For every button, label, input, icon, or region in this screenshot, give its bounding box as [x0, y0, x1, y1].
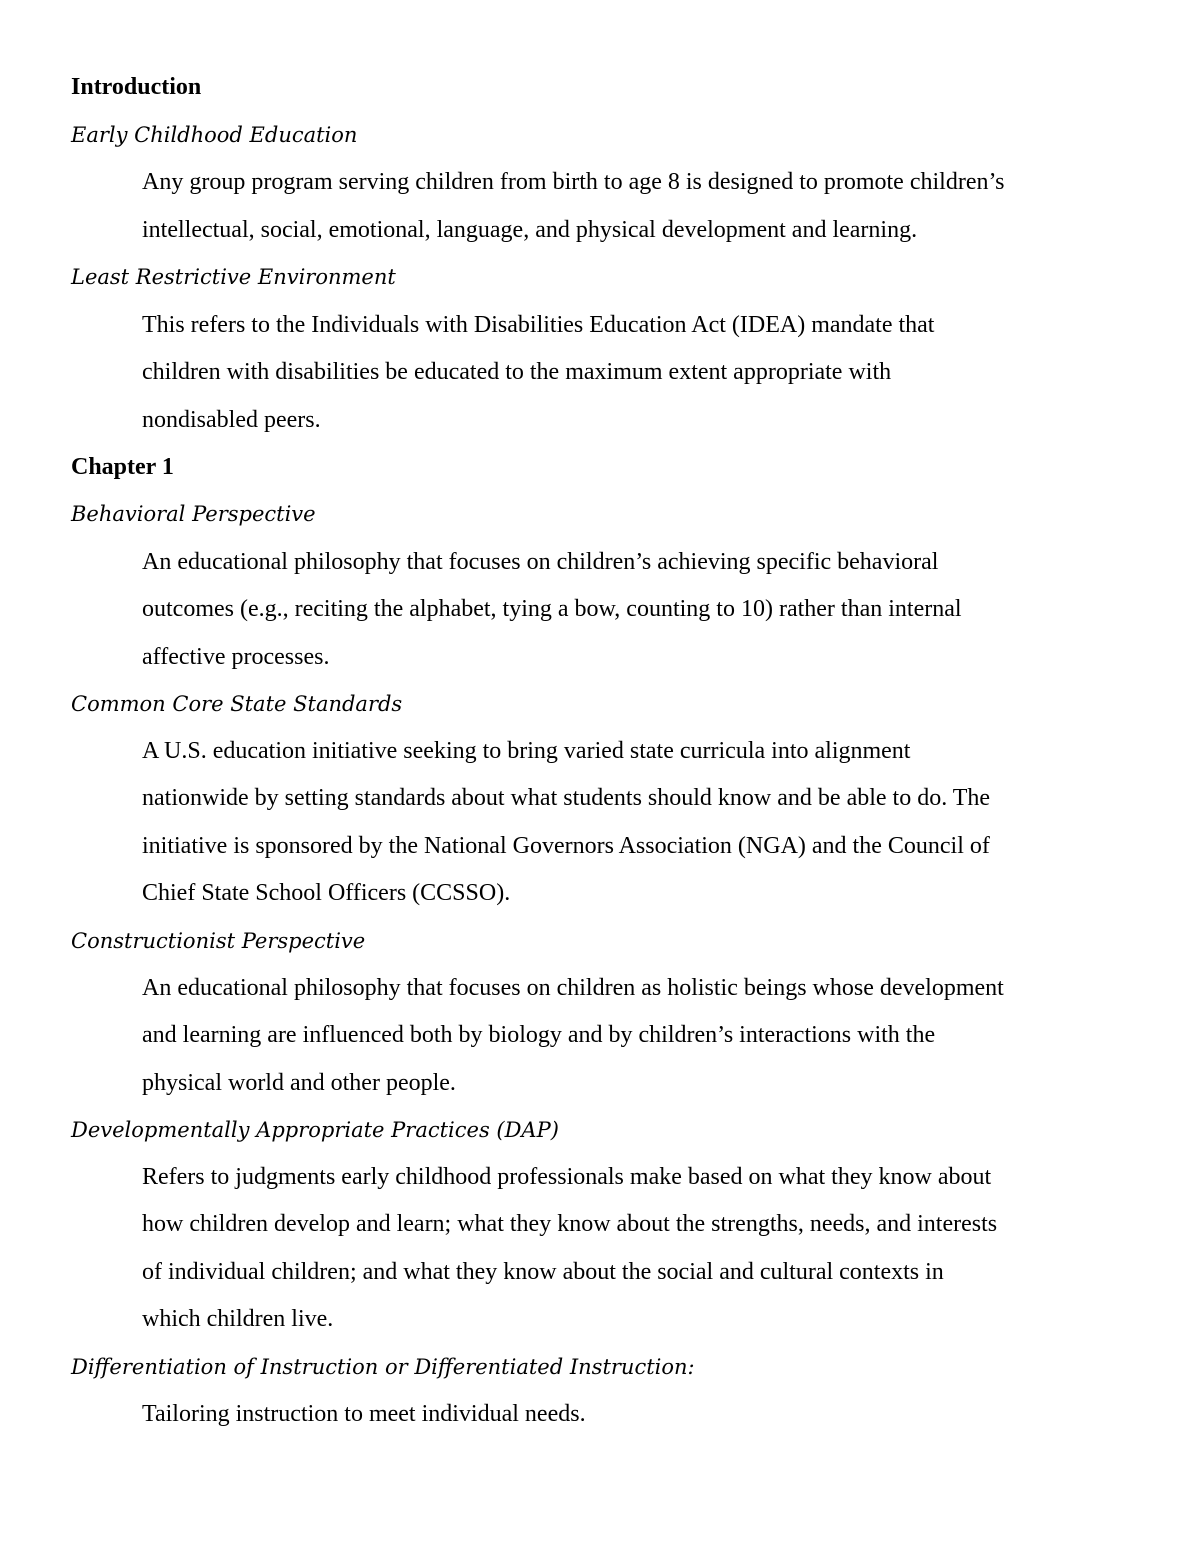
- definition-line: which children live.: [142, 1306, 334, 1332]
- definition-line: nationwide by setting standards about what students should know and be able to do. The: [142, 785, 991, 811]
- definition-line: Refers to judgments early childhood professionals make based on what they know about: [142, 1164, 992, 1190]
- term-common-core-state-standards: Common Core State Standards: [71, 692, 403, 716]
- definition-line: affective processes.: [142, 644, 330, 670]
- term-early-childhood-education: Early Childhood Education: [71, 123, 358, 147]
- definition-line: This refers to the Individuals with Disabilities Education Act (IDEA) mandate that: [142, 312, 935, 338]
- definition-line: initiative is sponsored by the National Governors Association (NGA) and the Council of: [142, 833, 990, 859]
- definition-line: intellectual, social, emotional, language, and physical development and learning.: [142, 217, 918, 243]
- definition-line: An educational philosophy that focuses on children as holistic beings whose development: [142, 975, 1004, 1001]
- term-behavioral-perspective: Behavioral Perspective: [71, 502, 316, 526]
- definition-line: nondisabled peers.: [142, 407, 321, 433]
- definition-line: and learning are influenced both by biology and by children’s interactions with the: [142, 1022, 936, 1048]
- term-least-restrictive-environment: Least Restrictive Environment: [71, 265, 396, 289]
- definition-line: An educational philosophy that focuses on children’s achieving specific behavioral: [142, 549, 939, 575]
- definition-line: Tailoring instruction to meet individual needs.: [142, 1401, 586, 1427]
- definition-line: how children develop and learn; what they know about the strengths, needs, and interests: [142, 1211, 998, 1237]
- definition-line: of individual children; and what they know about the social and cultural contexts in: [142, 1259, 944, 1285]
- term-differentiation-of-instruction: Differentiation of Instruction or Differentiated Instruction:: [71, 1355, 695, 1379]
- term-constructionist-perspective: Constructionist Perspective: [71, 929, 366, 953]
- term-developmentally-appropriate-practices: Developmentally Appropriate Practices (DAP): [71, 1118, 559, 1142]
- section-heading-chapter-1: Chapter 1: [71, 454, 174, 480]
- definition-line: outcomes (e.g., reciting the alphabet, tying a bow, counting to 10) rather than internal: [142, 596, 962, 622]
- section-heading-introduction: Introduction: [71, 74, 202, 100]
- definition-line: Chief State School Officers (CCSSO).: [142, 880, 511, 906]
- definition-line: physical world and other people.: [142, 1070, 456, 1096]
- definition-line: A U.S. education initiative seeking to bring varied state curricula into alignment: [142, 738, 911, 764]
- definition-line: Any group program serving children from birth to age 8 is designed to promote children’s: [142, 169, 1005, 195]
- definition-line: children with disabilities be educated to the maximum extent appropriate with: [142, 359, 892, 385]
